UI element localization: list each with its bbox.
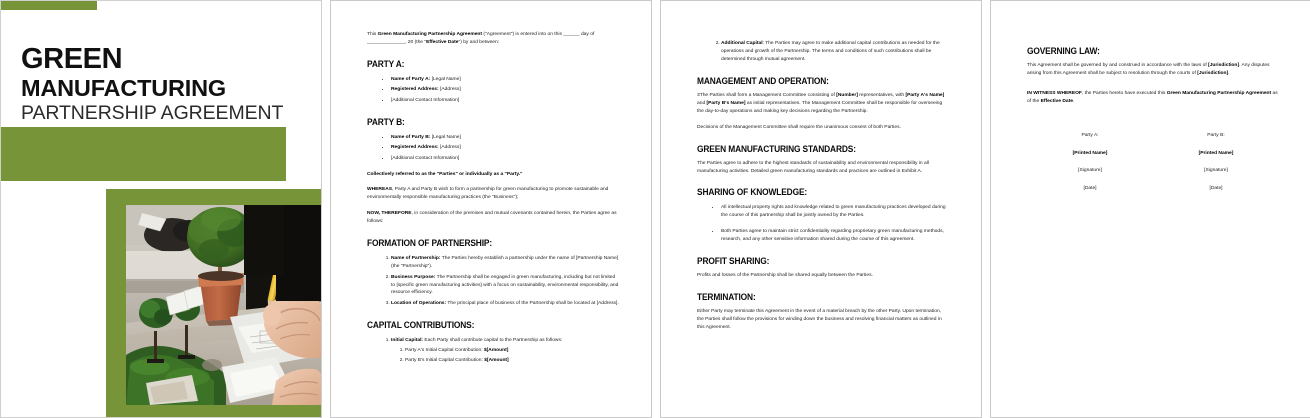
list-item: • All intellectual property rights and knowledge related to green manufacturing practices developed during the course of this partnership shall be jointly owned by the Parties.	[721, 203, 949, 220]
cover-subtitle: PARTNERSHIP AGREEMENT	[21, 101, 284, 124]
party-b-capital-label: Party B's Initial Capital Contribution:	[405, 358, 485, 364]
cover-photo	[126, 205, 322, 405]
heading-party-a: PARTY A:	[367, 58, 405, 69]
capital-list	[367, 336, 619, 365]
list-item	[405, 356, 619, 365]
profit-paragraph: Profits and losses of the Partnership shall be shared equally between the Parties.	[697, 273, 873, 279]
cover-title-line2: MANUFACTURING	[21, 75, 226, 101]
intro-text-a: This	[367, 32, 378, 37]
formation-location-label: Location of Operations:	[391, 300, 447, 306]
management-party-a-placeholder: [Party A's Name]	[905, 92, 945, 98]
list-item	[391, 154, 619, 163]
effective-date-bold: Effective Date	[426, 39, 459, 45]
management-text-e: and	[697, 100, 707, 106]
party-a-name-label: Name of Party A:	[391, 76, 431, 82]
list-item	[391, 85, 619, 94]
jurisdiction-placeholder-1: [Jurisdiction]	[1208, 63, 1240, 68]
initial-capital-label: Initial Capital:	[391, 337, 424, 343]
management-party-b-placeholder: [Party B's Name]	[706, 100, 746, 106]
page-3-body	[697, 39, 949, 340]
party-b-list	[367, 133, 619, 163]
cover-green-band	[1, 127, 286, 181]
party-a-capital-label: Party A's Initial Capital Contribution:	[405, 347, 484, 353]
formation-name-text: The Parties hereby establish a partnership under the name of [Partnership Name] (the "Partnership").	[391, 256, 619, 270]
capital-sub-list	[391, 346, 619, 365]
management-text-c: representatives, with	[857, 92, 906, 98]
page-2-body	[367, 31, 619, 373]
additional-capital-label: Additional Capital	[721, 41, 763, 46]
heading-sharing-of-knowledge: SHARING OF KNOWLEDGE:	[697, 187, 808, 198]
party-b-address-value: [Address]	[438, 145, 461, 151]
list-item	[405, 346, 619, 355]
party-a-contact-value: [Additional Contact Information]	[391, 97, 460, 103]
party-b-signature-field[interactable]: [Signature]	[1204, 168, 1228, 174]
page-4-body	[1027, 46, 1279, 193]
heading-formation-of-partnership: FORMATION OF PARTNERSHIP:	[367, 238, 492, 249]
additional-capital-list	[697, 39, 949, 64]
intro-text-e: ") by and between:	[458, 39, 500, 45]
party-a-signature-field[interactable]: [Signature]	[1078, 168, 1102, 174]
party-a-name-value: [Legal Name]	[430, 76, 461, 82]
party-b-contact-value: [Additional Contact Information]	[391, 155, 460, 161]
witness-effective-date: Effective Date	[1040, 98, 1073, 104]
termination-paragraph: Either Party may terminate this Agreement in the event of a material breach by the other Party. Upon termination, the Parties shall follow the provisions for winding down the business and resolving financial matters as outlined in this Agreement.	[697, 309, 942, 330]
cover-title-block	[21, 45, 283, 123]
whereas-label: WHEREAS	[367, 187, 392, 193]
party-a-printed-name-field[interactable]: [Printed Name]	[1072, 150, 1108, 156]
formation-name-label: Name of Partnership:	[391, 256, 441, 262]
standards-paragraph: The Parties agree to adhere to the highest standards of sustainability and environmental responsibility in all manufacturing activities. Detailed green manufacturing standards and practices are outlined in Exhibit A.	[697, 160, 929, 174]
list-item	[721, 39, 949, 64]
management-paragraph-1	[697, 92, 949, 116]
party-b-printed-name-field[interactable]: [Printed Name]	[1198, 150, 1234, 156]
cover-top-accent-bar	[1, 1, 97, 10]
witness-text-b: , the Parties hereto have executed this	[1081, 90, 1167, 96]
party-a-address-value: [Address]	[438, 87, 461, 93]
party-b-date-field[interactable]: [Date]	[1209, 186, 1223, 192]
page-3	[660, 0, 982, 418]
page-2	[330, 0, 652, 418]
heading-termination: TERMINATION:	[697, 292, 756, 303]
collectively-text: Collectively referred to as the "Parties" or individually as a "Party."	[367, 171, 523, 177]
intro-text-c: ("Agreement") is entered into on this ______ day of ______________, 20 (the "	[367, 32, 595, 45]
list-item	[391, 336, 619, 365]
list-item	[391, 143, 619, 152]
formation-purpose-text: The Partnership shall be engaged in green manufacturing, including but not limited to [specific green manufacturing activities] with a focus on sustainability, environmental responsibility, and resource efficiency.	[391, 274, 619, 296]
party-a-label: Party A:	[1081, 132, 1099, 138]
cover-title-line1: GREEN	[21, 43, 123, 75]
governing-law-paragraph	[1027, 62, 1279, 78]
party-b-name-label: Name of Party B:	[391, 134, 431, 140]
list-item	[391, 299, 619, 308]
list-item	[391, 96, 619, 105]
heading-capital-contributions: CAPITAL CONTRIBUTIONS:	[367, 319, 475, 330]
list-item	[391, 254, 619, 271]
initial-capital-text: Each Party shall contribute capital to the Partnership as follows:	[423, 337, 563, 343]
governing-text-e: .	[1228, 70, 1230, 76]
formation-purpose-label: Business Purpose:	[391, 274, 436, 280]
management-text-g: as initial representatives. The Management Committee shall be responsible for overseeing the day-to-day operations and making key decisions regarding the Partnership.	[697, 100, 943, 114]
heading-management-and-operation: MANAGEMENT AND OPERATION:	[697, 75, 829, 86]
signature-column-party-b	[1153, 132, 1279, 193]
heading-governing-law: GOVERNING LAW:	[1027, 46, 1100, 56]
formation-location-text: The principal place of business of the Partnership shall be located at [Address].	[446, 300, 619, 306]
party-a-list	[367, 75, 619, 105]
jurisdiction-placeholder-2: [Jurisdiction]	[1197, 70, 1229, 76]
management-number-placeholder: [Number]	[836, 92, 858, 98]
whereas-text: , Party A and Party B wish to form a partnership for green manufacturing to promote sustainable and environmentally responsible manufacturing practices (the "Business");	[367, 187, 609, 201]
party-b-address-label: Registered Address:	[391, 145, 439, 151]
party-a-address-label: Registered Address:	[391, 87, 439, 93]
now-therefore-text: , in consideration of the premises and mutual covenants contained herein, the Parties agree as follows:	[367, 211, 617, 225]
formation-list	[367, 254, 619, 308]
governing-text-a: This Agreement shall be governed by and construed in accordance with the laws of	[1027, 63, 1209, 68]
page-cover	[0, 0, 322, 418]
governing-text-c: . Any disputes arising from this Agreement shall be subject to resolution through the courts of	[1027, 63, 1270, 76]
now-therefore-label: NOW, THEREFORE	[367, 211, 412, 217]
witness-label: IN WITNESS WHEREOF	[1027, 90, 1082, 96]
party-a-capital-amount: $[Amount]	[483, 347, 509, 353]
management-text-a: 3The Parties shall form a Management Committee consisting of	[697, 92, 837, 98]
agreement-name-bold: Green Manufacturing Partnership Agreement	[377, 32, 483, 37]
witness-text-d: as of the	[1027, 90, 1278, 104]
knowledge-list	[697, 203, 949, 244]
list-item: • Both Parties agree to maintain strict confidentiality regarding proprietary green manufacturing methods, research, and any other sensitive information shared during the course of this agreement.	[721, 227, 949, 244]
collectively-paragraph	[367, 171, 619, 179]
list-item	[391, 75, 619, 84]
witness-agreement-name: Green Manufacturing Partnership Agreement	[1166, 90, 1272, 96]
additional-capital-text: : The Parties may agree to make additional capital contributions as needed for the operations and growth of the Partnership. The terms and conditions of such contributions shall be determined through mutual agreement.	[721, 41, 940, 62]
heading-green-manufacturing-standards: GREEN MANUFACTURING STANDARDS:	[697, 143, 856, 154]
party-a-date-field[interactable]: [Date]	[1083, 186, 1097, 192]
intro-paragraph	[367, 31, 619, 47]
list-item	[391, 133, 619, 142]
now-therefore-paragraph	[367, 210, 619, 226]
signature-block	[1027, 132, 1279, 193]
signature-column-party-a	[1027, 132, 1153, 193]
whereas-paragraph	[367, 186, 619, 202]
witness-text-f: .	[1072, 98, 1075, 104]
party-b-name-value: [Legal Name]	[430, 134, 461, 140]
party-b-label: Party B:	[1207, 132, 1225, 138]
heading-party-b: PARTY B:	[367, 116, 405, 127]
page-4	[990, 0, 1310, 418]
party-b-capital-amount: $[Amount]	[484, 358, 509, 364]
heading-profit-sharing: PROFIT SHARING:	[697, 256, 770, 267]
witness-paragraph	[1027, 90, 1279, 106]
list-item	[391, 273, 619, 298]
management-paragraph-2: Decisions of the Management Committee shall require the unanimous consent of both Parties.	[697, 124, 901, 130]
